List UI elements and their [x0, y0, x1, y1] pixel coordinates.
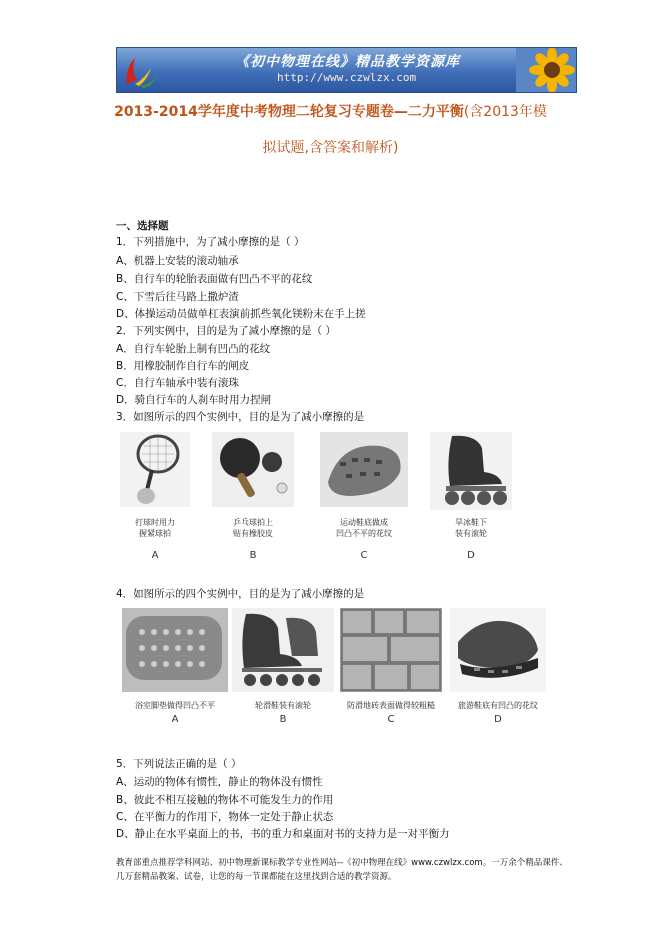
fig4-item-d [450, 608, 554, 728]
q1-option-a: A、机器上安装的滚动轴承 [116, 255, 239, 267]
running-shoe-icon [450, 608, 546, 692]
fig4-letter-a: A [171, 714, 179, 725]
fig3-caption-b: 乒乓球拍上 贴有橡胶皮 [233, 518, 273, 538]
ping-pong-paddle-icon [212, 432, 294, 507]
fig4-item-a [122, 608, 230, 728]
fig3-caption-d: 旱冰鞋下 装有滚轮 [455, 518, 487, 538]
sneaker-sole-icon [320, 432, 408, 507]
fig4-caption-b: 轮滑鞋装有滚轮 [255, 701, 311, 710]
fig4-letter-d: D [494, 714, 502, 725]
fig3-item-b [212, 432, 312, 564]
fig3-item-d [430, 432, 530, 564]
site-logo-icon [121, 50, 161, 90]
sunflower-icon [516, 48, 576, 92]
q4-stem: 4．如图所示的四个实例中，目的是为了减小摩擦的是 [116, 588, 365, 600]
floor-tile-icon [340, 608, 442, 692]
fig4-letter-b: B [279, 714, 287, 725]
document-title-line1 [0, 101, 661, 121]
title-bold-part: 2013-2014学年度中考物理二轮复习专题卷—二力平衡 [114, 104, 464, 120]
q5-stem: 5．下列说法正确的是（ ） [116, 758, 242, 770]
q5-option-b: B、彼此不相互接触的物体不可能发生力的作用 [116, 794, 334, 806]
inline-skate-icon [430, 432, 512, 510]
fig3-letter-c: C [360, 550, 368, 561]
fig3-caption-c: 运动鞋底做成 凹凸不平的花纹 [336, 518, 392, 538]
q1-option-d: D、体操运动员做单杠表演前抓些氧化镁粉末在手上搓 [116, 308, 366, 320]
q2-option-d: D．骑自行车的人刹车时用力捏闸 [116, 394, 272, 406]
section-heading: 一、选择题 [116, 220, 169, 232]
q1-option-b: B、自行车的轮胎表面做有凹凸不平的花纹 [116, 273, 313, 285]
fig4-letter-c: C [387, 714, 395, 725]
tennis-racket-icon [120, 432, 190, 507]
fig3-caption-a: 打球时用力 握紧球拍 [135, 518, 175, 538]
q2-option-a: A．自行车轮胎上制有凹凸的花纹 [116, 343, 271, 355]
q1-stem: 1．下列措施中，为了减小摩擦的是（ ） [116, 236, 305, 248]
fig3-letter-b: B [249, 550, 257, 561]
title-thin-part: (含2013年模 [463, 104, 547, 120]
q1-option-c: C、下雪后往马路上撒炉渣 [116, 291, 239, 303]
fig3-item-c [320, 432, 420, 564]
q2-option-c: C．自行车轴承中装有滚珠 [116, 377, 239, 389]
fig4-item-c [340, 608, 444, 728]
q2-option-b: B．用橡胶制作自行车的闸皮 [116, 360, 250, 372]
fig4-item-b [232, 608, 336, 728]
q2-stem: 2．下列实例中，目的是为了减小摩擦的是（ ） [116, 325, 337, 337]
bath-mat-icon [122, 608, 228, 692]
roller-skate-icon [232, 608, 334, 692]
fig4-caption-a: 浴室脚垫做得凹凸不平 [135, 701, 215, 710]
fig4-caption-d: 旅游鞋底有凹凸的花纹 [458, 701, 538, 710]
document-title-line2: 拟试题,含答案和解析) [262, 140, 399, 156]
page-footer: 教育部重点推荐学科网站、初中物理新课标教学专业性网站--《初中物理在线》www.czwlzx.com。一万余个精品课件、几万套精品教案、试卷，让您的每一节课都能在这里找到合适的教学资源。 [116, 858, 568, 882]
fig3-letter-a: A [151, 550, 159, 561]
q5-option-d: D、静止在水平桌面上的书，书的重力和桌面对书的支持力是一对平衡力 [116, 828, 450, 840]
q3-stem: 3．如图所示的四个实例中，目的是为了减小摩擦的是 [116, 411, 365, 423]
fig4-caption-c: 防滑地砖表面做得较粗糙 [347, 701, 435, 710]
header-banner [116, 47, 577, 93]
fig3-letter-d: D [467, 550, 475, 561]
q5-option-c: C、在平衡力的作用下，物体一定处于静止状态 [116, 811, 334, 823]
banner-title: 《初中物理在线》精品教学资源库 [235, 54, 460, 70]
banner-url[interactable]: http://www.czwlzx.com [277, 71, 417, 84]
q5-option-a: A、运动的物体有惯性，静止的物体没有惯性 [116, 776, 323, 788]
